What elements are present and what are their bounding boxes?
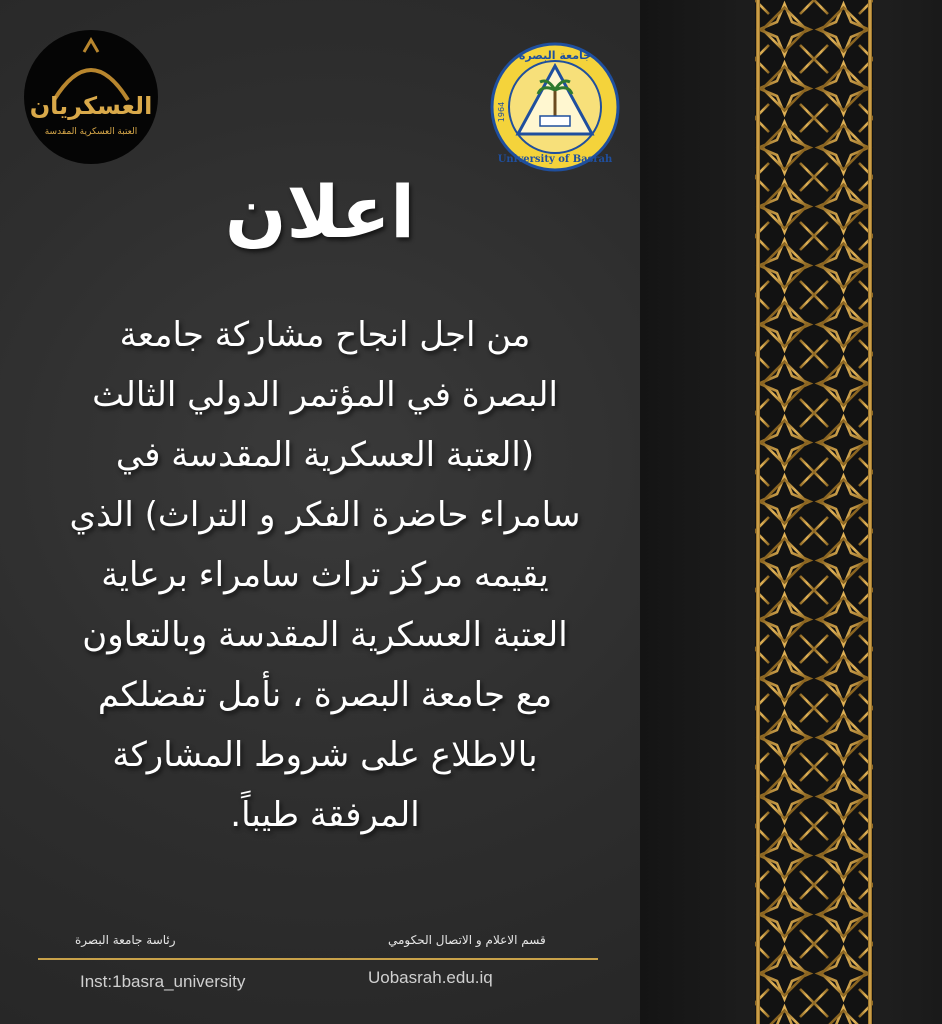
seal-english-name: University of Basrah: [497, 154, 613, 165]
university-of-basrah-seal: [490, 42, 620, 172]
footer-university-presidency: رئاسة جامعة البصرة: [75, 933, 176, 947]
gold-geometric-ornament: [755, 0, 873, 1024]
body-line: يقيمه مركز تراث سامراء برعاية: [101, 555, 549, 595]
logo-left-title: العسكريان: [29, 92, 153, 120]
body-line: بالاطلاع على شروط المشاركة: [112, 735, 538, 775]
body-line: المرفقة طيباً.: [230, 795, 420, 835]
dome-icon: [24, 30, 158, 164]
announcement-title: اعلان: [225, 170, 415, 254]
logo-left-subtitle: العتبة العسكرية المقدسة: [44, 127, 138, 137]
body-line: مع جامعة البصرة ، نأمل تفضلكم: [97, 675, 553, 715]
seal-year: 1964: [497, 101, 506, 123]
seal-arabic-name: جامعة البصرة: [518, 49, 592, 62]
footer-website-link[interactable]: Uobasrah.edu.iq: [368, 968, 493, 987]
footer-instagram-handle[interactable]: Inst:1basra_university: [80, 972, 246, 991]
body-line: العتبة العسكرية المقدسة وبالتعاون: [82, 615, 568, 655]
body-line: سامراء حاضرة الفكر و التراث) الذي: [69, 495, 581, 535]
book-icon: [540, 116, 570, 126]
body-line: (العتبة العسكرية المقدسة في: [115, 435, 535, 475]
announcement-body: [40, 305, 610, 845]
al-askariyan-logo: [24, 30, 158, 164]
body-line: البصرة في المؤتمر الدولي الثالث: [92, 375, 558, 415]
body-line: من اجل انجاح مشاركة جامعة: [119, 315, 531, 355]
footer-divider: [38, 958, 598, 960]
footer-media-department: قسم الاعلام و الاتصال الحكومي: [388, 933, 546, 947]
